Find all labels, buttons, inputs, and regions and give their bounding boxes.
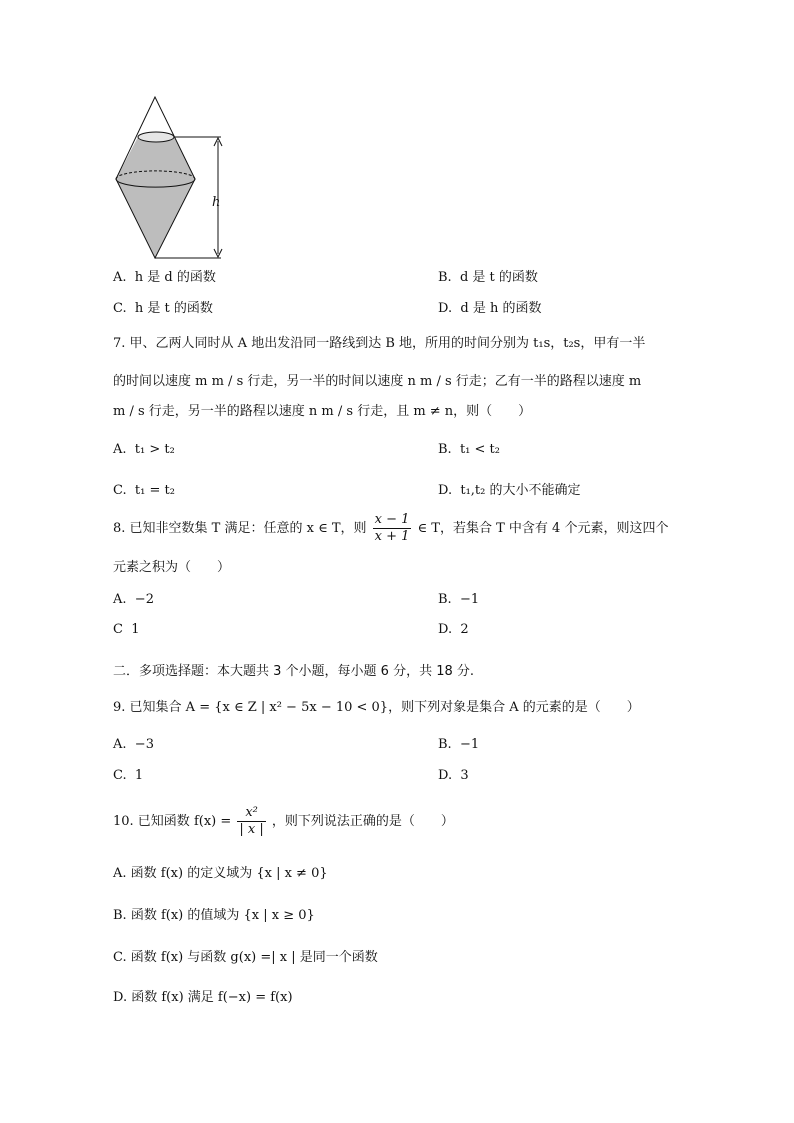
cone-figure <box>108 94 238 264</box>
q8-stem-line2: 元素之积为（ ） <box>113 560 231 575</box>
q8-option-d[interactable]: D. 2 <box>438 622 469 637</box>
q9-option-c[interactable]: C. 1 <box>113 768 144 783</box>
q7-stem-line3: m / s 行走，另一半的路程以速度 n m / s 行走，且 m ≠ n，则（ ） <box>113 404 532 419</box>
q9-option-d[interactable]: D. 3 <box>438 768 469 783</box>
q7-option-c[interactable]: C. t₁ = t₂ <box>113 483 175 498</box>
double-cone-diagram <box>108 94 238 264</box>
q7-stem-line1: 7. 甲、乙两人同时从 A 地出发沿同一路线到达 B 地，所用的时间分别为 t₁s，t₂s，甲有一半 <box>113 336 646 351</box>
q8-stem-line1: 8. 已知非空数集 T 满足：任意的 x ∈ T，则 $\frac{x - 1}{x + 1}$ ∈ T，若集合 T 中含有 4 个元素，则这四个 <box>113 512 669 544</box>
q7-option-b[interactable]: B. t₁ < t₂ <box>438 442 500 457</box>
q10-fraction: $\frac{\text{x²}}{| x |}$ <box>239 805 264 837</box>
q8-option-a[interactable]: A. −2 <box>113 592 154 607</box>
q6-option-d[interactable]: D. d 是 h 的函数 <box>438 301 542 316</box>
q10-option-a[interactable]: A. 函数 f(x) 的定义域为 {x | x ≠ 0} <box>113 866 328 881</box>
q9-option-b[interactable]: B. −1 <box>438 737 480 752</box>
q10-option-b[interactable]: B. 函数 f(x) 的值域为 {x | x ≥ 0} <box>113 908 315 923</box>
q10-stem: 10. 已知函数 f(x) = $\frac{\text{x²}}{| x |}$ ，则下列说法正确的是（ ） <box>113 805 454 837</box>
q9-option-a[interactable]: A. −3 <box>113 737 154 752</box>
q10-option-c[interactable]: C. 函数 f(x) 与函数 g(x) =| x | 是同一个函数 <box>113 950 378 965</box>
height-label: h <box>212 195 221 210</box>
q6-option-a[interactable]: A. h 是 d 的函数 <box>113 270 216 285</box>
q9-stem: 9. 已知集合 A = {x ∈ Z | x² − 5x − 10 < 0}，则下列对象是集合 A 的元素的是（ ） <box>113 700 640 715</box>
q7-option-d[interactable]: D. t₁,t₂ 的大小不能确定 <box>438 483 581 498</box>
q8-option-b[interactable]: B. −1 <box>438 592 480 607</box>
q7-option-a[interactable]: A. t₁ > t₂ <box>113 442 175 457</box>
q6-option-b[interactable]: B. d 是 t 的函数 <box>438 270 538 285</box>
q10-option-d[interactable]: D. 函数 f(x) 满足 f(−x) = f(x) <box>113 990 293 1005</box>
q7-stem-line2: 的时间以速度 m m / s 行走，另一半的时间以速度 n m / s 行走；乙有一半的路程以速度 m <box>113 374 642 389</box>
section-heading-multiple-choice: 二．多项选择题：本大题共 3 个小题，每小题 6 分，共 18 分. <box>113 664 475 679</box>
q6-option-c[interactable]: C. h 是 t 的函数 <box>113 301 213 316</box>
q8-fraction: $\frac{x - 1}{x + 1}$ <box>374 512 410 544</box>
q8-option-c[interactable]: C 1 <box>113 622 140 637</box>
